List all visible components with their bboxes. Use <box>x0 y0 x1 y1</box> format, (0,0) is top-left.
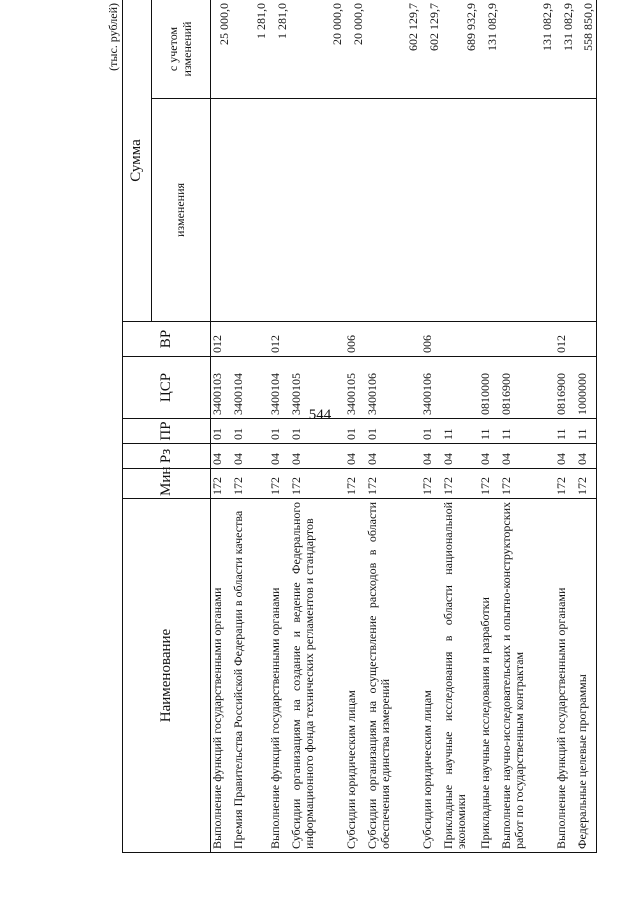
row-total: 602 129,7 <box>421 0 442 99</box>
row-pr: 01 <box>232 419 269 444</box>
row-name: Выполнение функций государственными органами <box>269 499 290 853</box>
row-csr: 3400106 <box>421 357 442 419</box>
row-total: 558 850,0 <box>576 0 597 99</box>
row-name: Выполнение функций государственными органами <box>555 499 576 853</box>
row-changes <box>500 99 555 322</box>
row-rz: 04 <box>555 444 576 469</box>
row-min: 172 <box>500 469 555 499</box>
row-csr: 1000000 <box>576 357 597 419</box>
row-csr: 3400106 <box>366 357 421 419</box>
row-name: Субсидии организациям на создание и ведение Федерального информационного фонда технических регламентов и стандартов <box>290 499 345 853</box>
row-total: 131 082,9 <box>479 0 500 99</box>
row-pr: 11 <box>442 419 479 444</box>
units-note: (тыс. рублей) <box>106 3 120 71</box>
header-sum: Сумма <box>123 0 152 322</box>
row-min: 172 <box>290 469 345 499</box>
row-rz: 04 <box>479 444 500 469</box>
row-total: 1 281,0 <box>232 0 269 99</box>
table-row <box>232 0 269 853</box>
header-pr: ПР <box>123 419 211 444</box>
header-with-changes: с учетом изменений <box>152 0 211 99</box>
row-vr: 012 <box>269 322 290 357</box>
row-changes <box>345 99 366 322</box>
page-number: 544 <box>308 407 332 423</box>
row-name: Прикладные научные исследования и разработки <box>479 499 500 853</box>
row-changes <box>555 99 576 322</box>
row-rz: 04 <box>269 444 290 469</box>
rotated-page <box>106 0 596 853</box>
row-vr <box>500 322 555 357</box>
row-name: Федеральные целевые программы <box>576 499 597 853</box>
row-min: 172 <box>269 469 290 499</box>
table-row <box>269 0 290 853</box>
row-name: Субсидии организациям на осуществление расходов в области обеспечения единства измерений <box>366 499 421 853</box>
row-vr <box>442 322 479 357</box>
table-row <box>345 0 366 853</box>
row-rz: 04 <box>421 444 442 469</box>
row-csr: 0816900 <box>555 357 576 419</box>
row-rz: 04 <box>211 444 232 469</box>
table-row <box>442 0 479 853</box>
row-pr: 11 <box>576 419 597 444</box>
table-row <box>500 0 555 853</box>
row-rz: 04 <box>366 444 421 469</box>
row-total: 20 000,0 <box>345 0 366 99</box>
row-csr: 3400103 <box>211 357 232 419</box>
row-changes <box>366 99 421 322</box>
row-changes <box>421 99 442 322</box>
row-csr: 3400104 <box>232 357 269 419</box>
table-row <box>576 0 597 853</box>
header-name: Наименование <box>123 499 211 853</box>
row-total: 689 932,9 <box>442 0 479 99</box>
row-total: 20 000,0 <box>290 0 345 99</box>
row-name: Выполнение функций государственными органами <box>211 499 232 853</box>
row-rz: 04 <box>576 444 597 469</box>
row-min: 172 <box>421 469 442 499</box>
row-pr: 11 <box>500 419 555 444</box>
row-rz: 04 <box>500 444 555 469</box>
row-name: Прикладные научные исследования в области национальной экономики <box>442 499 479 853</box>
row-min: 172 <box>232 469 269 499</box>
row-total: 1 281,0 <box>269 0 290 99</box>
header-min: Мин <box>123 469 211 499</box>
row-pr: 01 <box>345 419 366 444</box>
row-min: 172 <box>442 469 479 499</box>
row-vr: 006 <box>421 322 442 357</box>
row-rz: 04 <box>232 444 269 469</box>
row-csr: 3400104 <box>269 357 290 419</box>
row-csr: 3400105 <box>290 357 345 419</box>
header-vr: ВР <box>123 322 211 357</box>
row-changes <box>479 99 500 322</box>
row-name: Субсидии юридическим лицам <box>421 499 442 853</box>
row-total: 131 082,9 <box>555 0 576 99</box>
row-vr: 012 <box>211 322 232 357</box>
header-changes: изменения <box>152 99 211 322</box>
header-rz: Рз <box>123 444 211 469</box>
row-pr: 01 <box>290 419 345 444</box>
table-row <box>290 0 345 853</box>
row-total: 25 000,0 <box>211 0 232 99</box>
row-name: Премия Правительства Российской Федерации в области качества <box>232 499 269 853</box>
row-changes <box>269 99 290 322</box>
table-row <box>366 0 421 853</box>
row-csr: 0816900 <box>500 357 555 419</box>
row-changes <box>211 99 232 322</box>
row-min: 172 <box>345 469 366 499</box>
budget-table <box>122 0 597 853</box>
row-vr <box>479 322 500 357</box>
table-body <box>211 0 597 853</box>
row-changes <box>232 99 269 322</box>
row-vr: 012 <box>555 322 576 357</box>
row-rz: 04 <box>290 444 345 469</box>
row-name: Субсидии юридическим лицам <box>345 499 366 853</box>
row-rz: 04 <box>442 444 479 469</box>
row-min: 172 <box>576 469 597 499</box>
row-vr <box>290 322 345 357</box>
row-csr: 0810000 <box>479 357 500 419</box>
row-pr: 11 <box>479 419 500 444</box>
row-total: 602 129,7 <box>366 0 421 99</box>
table-row <box>479 0 500 853</box>
row-pr: 01 <box>366 419 421 444</box>
row-min: 172 <box>479 469 500 499</box>
row-total: 131 082,9 <box>500 0 555 99</box>
row-rz: 04 <box>345 444 366 469</box>
row-changes <box>442 99 479 322</box>
row-vr <box>232 322 269 357</box>
header-csr: ЦСР <box>123 357 211 419</box>
row-name: Выполнение научно-исследовательских и опытно-конструкторских работ по государственным контрактам <box>500 499 555 853</box>
row-changes <box>576 99 597 322</box>
row-pr: 01 <box>269 419 290 444</box>
row-pr: 01 <box>421 419 442 444</box>
row-csr <box>442 357 479 419</box>
row-vr: 006 <box>345 322 366 357</box>
table-row <box>555 0 576 853</box>
row-vr <box>366 322 421 357</box>
table-row <box>421 0 442 853</box>
row-min: 172 <box>211 469 232 499</box>
table-row <box>211 0 232 853</box>
row-vr <box>576 322 597 357</box>
row-min: 172 <box>366 469 421 499</box>
row-csr: 3400105 <box>345 357 366 419</box>
row-changes <box>290 99 345 322</box>
row-pr: 01 <box>211 419 232 444</box>
row-pr: 11 <box>555 419 576 444</box>
row-min: 172 <box>555 469 576 499</box>
